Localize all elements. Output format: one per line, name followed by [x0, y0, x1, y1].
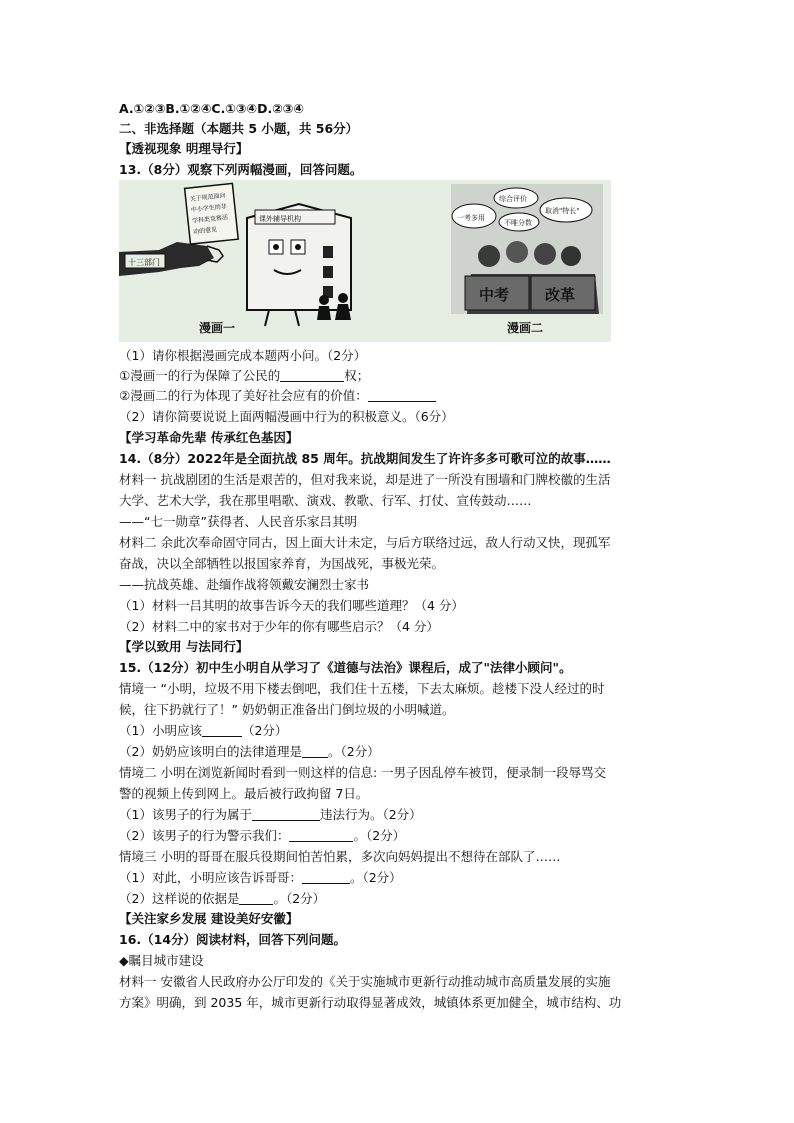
q13-sub1-item1: ①漫画一的行为保障了公民的 权； — [119, 368, 370, 383]
svg-text:关于规范面向: 关于规范面向 — [189, 192, 226, 203]
cartoon-figure — [119, 180, 611, 342]
q15-s1-sub2: （2）奶奶应该明白的法律道理是 。（2分） — [119, 744, 380, 759]
caption-comic-two: 漫画二 — [507, 321, 544, 335]
svg-text:中小学生的非: 中小学生的非 — [190, 203, 228, 214]
q13-sub2: （2）请你简要说说上面两幅漫画中行为的积极意义。（6分） — [119, 409, 454, 424]
q14-sub2: （2）材料二中的家书对于少年的你有哪些启示？（4 分） — [119, 619, 439, 634]
svg-text:动的意见: 动的意见 — [192, 226, 218, 236]
book-right: 改革 — [545, 286, 576, 304]
q15-s3-sub2: （2）这样说的依据是 。（2分） — [119, 891, 326, 906]
q16-material-line1: 材料一 安徽省人民政府办公厅印发的《关于实施城市更新行动推动城市高质量发展的实施 — [119, 974, 611, 989]
q16-topic: ◆瞩目城市建设 — [119, 953, 204, 968]
q15-s2-sub1: （1）该男子的行为属于 违法行为。（2分） — [119, 807, 422, 822]
options-line: A.①②③B.①②④C.①③④D.②③④ — [119, 101, 304, 116]
theme-heading-1: 【透视现象 明理导行】 — [119, 141, 249, 156]
material-two-line1: 材料二 余此次奉命固守同古，因上面大计未定，与后方联络过远，敌人行动又快，现孤军 — [119, 535, 611, 550]
sleeve-label: 十三部门 — [128, 258, 160, 267]
comic-two — [451, 184, 603, 335]
answer-blank — [302, 743, 328, 758]
q15-s2-sub2: （2）该男子的行为警示我们： 。（2分） — [119, 828, 406, 843]
building-sign: 课外辅导机构 — [259, 215, 301, 223]
material-one-source: ——“七一勋章”获得者、人民音乐家吕其明 — [119, 514, 357, 529]
scenario-one-line1: 情境一 “小明，垃圾不用下楼去倒吧，我们住十五楼，下去太麻烦。趁楼下没人经过的时 — [119, 681, 605, 696]
q16-material-line2: 方案》明确，到 2035 年，城市更新行动取得显著成效，城镇体系更加健全，城市结构、功 — [119, 995, 622, 1010]
q13-sub1-item2: ②漫画二的行为体现了美好社会应有的价值： — [119, 386, 436, 406]
scenario-two-line2: 警的视频上传到网上。最后被行政拘留 7日。 — [119, 786, 369, 801]
book-left: 中考 — [479, 286, 510, 304]
answer-blank — [202, 722, 242, 737]
theme-heading-3: 【学以致用 与法同行】 — [119, 639, 249, 654]
q13-sub1: （1）请你根据漫画完成本题两小问。（2分） — [119, 348, 367, 363]
bubble-three: 不唯分数 — [504, 219, 532, 227]
q15-s3-sub1: （1）对此，小明应该告诉哥哥： 。（2分） — [119, 870, 402, 885]
answer-blank — [239, 890, 273, 905]
scenario-one-line2: 候，往下扔就行了！” 奶奶朝正准备出门倒垃圾的小明喊道。 — [119, 702, 455, 717]
bubble-four: 取消"特长" — [545, 207, 580, 215]
q15-s1-sub1: （1）小明应该 （2分） — [119, 723, 288, 738]
caption-comic-one: 漫画一 — [199, 321, 236, 335]
theme-heading-4: 【关注家乡发展 建设美好安徽】 — [119, 911, 299, 926]
bubble-two: 综合评价 — [499, 195, 527, 203]
answer-blank — [302, 869, 350, 884]
question-16: 16.（14分）阅读材料，回答下列问题。 — [119, 932, 347, 947]
q14-sub1: （1）材料一吕其明的故事告诉今天的我们哪些道理？（4 分） — [119, 598, 464, 613]
material-two-line2: 奋战，决以全部牺牲以报国家养育，为国战死，事极光荣。 — [119, 556, 445, 571]
bubble-one: 一考多用 — [457, 214, 485, 222]
question-15: 15.（12分）初中生小明自从学习了《道德与法治》课程后，成了"法律小顾问"。 — [119, 660, 572, 675]
question-14: 14.（8分）2022年是全面抗战 85 周年。抗战期间发生了许许多多可歌可泣的故事…… — [119, 451, 611, 466]
answer-blank — [252, 806, 320, 821]
answer-blank — [368, 387, 436, 402]
material-one-line1: 材料一 抗战剧团的生活是艰苦的，但对我来说，却是进了一所没有围墙和门牌校徽的生活 — [119, 472, 611, 487]
theme-heading-2: 【学习革命先辈 传承红色基因】 — [119, 430, 299, 445]
comic-one — [119, 183, 351, 335]
material-two-source: ——抗战英雄、赴缅作战将领戴安澜烈士家书 — [119, 577, 370, 592]
svg-text:学科类竞赛活: 学科类竞赛活 — [191, 214, 229, 225]
question-13: 13.（8分）观察下列两幅漫画，回答问题。 — [119, 162, 363, 177]
scenario-three: 情境三 小明的哥哥在服兵役期间怕苦怕累，多次向妈妈提出不想待在部队了…… — [119, 849, 561, 864]
answer-blank — [280, 367, 344, 382]
answer-blank — [289, 827, 353, 842]
section-heading: 二、非选择题（本题共 5 小题，共 56分） — [119, 121, 359, 136]
scenario-two-line1: 情境二 小明在浏览新闻时看到一则这样的信息: 一男子因乱停车被罚，便录制一段辱骂交 — [119, 765, 607, 780]
material-one-line2: 大学、艺术大学，我在那里唱歌、演戏、教歌、行军、打仗、宣传鼓动…… — [119, 493, 532, 508]
